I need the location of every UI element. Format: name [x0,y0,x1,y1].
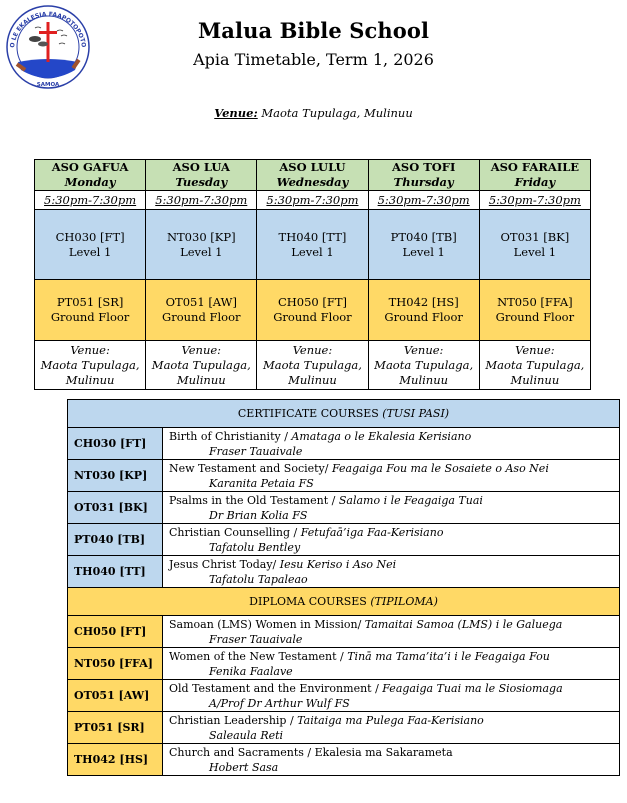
diploma-header [68,588,620,616]
day-header-cell [35,160,146,191]
level1-class-cell [479,210,590,280]
day-samoan: ASO FARAILE [490,160,580,174]
course-title-english: Jesus Christ Today/ [169,558,280,571]
day-english: Friday [514,175,556,189]
course-code: TH040 [TT] [278,229,347,244]
ground-floor-class-cell [479,280,590,341]
course-description [163,616,620,648]
course-code: TH042 [HS] [388,295,459,309]
course-row [68,524,620,556]
day-header-row [35,160,591,191]
venue-line [0,106,627,120]
course-code: OT051 [AW] [68,680,163,712]
course-code: PT051 [SR] [56,295,124,309]
course-title-english: Birth of Christianity / [169,430,292,443]
course-title-samoan: Salamo i le Feagaiga Tuai [338,494,483,507]
day-english: Monday [64,175,116,189]
course-code: PT040 [TB] [68,524,163,556]
day-samoan: ASO LULU [279,160,346,174]
day-samoan: ASO LUA [172,160,230,174]
room: Level 1 [291,244,334,259]
certificate-header [68,400,620,428]
venue-line-1: Maota Tupulaga, [262,357,362,372]
time-cell [35,191,146,210]
venue-label: Venue: [214,106,258,120]
course-title [169,492,619,508]
session-time: 5:30pm-7:30pm [377,192,470,207]
venue-value: Maota Tupulaga, Mulinuu [261,106,413,120]
lecturer-name: Fraser Tauaivale [209,445,303,458]
venue-cell [368,341,479,390]
venue-label: Venue: [181,342,222,357]
course-title-english: Church and Sacraments / Ekalesia ma Sakarameta [169,746,453,759]
day-english: Tuesday [175,175,228,189]
ground-floor-row [35,280,591,341]
certificate-header-row [68,400,620,428]
course-title [169,680,619,696]
course-title-samoan: Tamaitai Samoa (LMS) i le Galuega [364,618,563,631]
course-code: NT030 [KP] [68,460,163,492]
certificate-title-samoan: (TUSI PASI) [382,407,450,420]
day-english: Wednesday [276,175,349,189]
lecturer-name: Fenika Faalave [209,665,293,678]
day-english: Thursday [393,175,454,189]
room: Level 1 [513,244,557,259]
time-row [35,191,591,210]
course-code: PT040 [TB] [390,229,457,244]
diploma-title: DIPLOMA COURSES [249,595,367,608]
course-row [68,556,620,588]
course-code: OT031 [BK] [68,492,163,524]
ground-floor-class-cell [257,280,368,341]
diploma-header-row [68,588,620,616]
course-code: CH030 [FT] [55,229,125,244]
course-description [163,460,620,492]
course-description [163,556,620,588]
course-title-english: Christian Leadership / [169,714,298,727]
svg-text:SAMOA: SAMOA [36,82,60,88]
room: Ground Floor [162,310,241,324]
day-samoan: ASO TOFI [391,160,456,174]
session-time: 5:30pm-7:30pm [44,192,137,207]
course-description [163,524,620,556]
course-title-english: Samoan (LMS) Women in Mission/ [169,618,365,631]
time-cell [368,191,479,210]
venue-cell [146,341,257,390]
course-title [169,460,619,476]
course-title-samoan: Feagaiga Tuai ma le Siosiomaga [382,682,563,695]
lecturer-name: Hobert Sasa [209,761,279,774]
course-title-samoan: Tinā ma Tama’ita’i i le Feagaiga Fou [347,650,550,663]
lecturer-name: Tafatolu Bentley [209,541,301,554]
church-crest-logo-icon [5,4,91,90]
level1-class-cell [146,210,257,280]
course-title-english: Christian Counselling / [169,526,301,539]
course-row [68,680,620,712]
venue-line-1: Maota Tupulaga, [151,357,251,372]
weekly-timetable [34,159,591,390]
time-cell [479,191,590,210]
course-code: NT050 [FFA] [497,295,573,309]
course-code: TH042 [HS] [68,744,163,776]
time-cell [146,191,257,210]
level1-class-cell [368,210,479,280]
day-header-cell [479,160,590,191]
course-code: TH040 [TT] [68,556,163,588]
lecturer-name: Fraser Tauaivale [209,633,303,646]
course-code: NT030 [KP] [166,229,236,244]
course-title-samoan: Iesu Keriso i Aso Nei [279,558,397,571]
course-code: OT031 [BK] [500,229,570,244]
course-row [68,492,620,524]
room: Ground Floor [273,310,352,324]
course-title-samoan: Taitaiga ma Pulega Faa-Kerisiano [297,714,484,727]
venue-line-2: Mulinuu [510,372,560,387]
room: Level 1 [402,244,445,259]
lecturer-name: Dr Brian Kolia FS [209,509,308,522]
course-row [68,616,620,648]
course-title-english: Psalms in the Old Testament / [169,494,339,507]
session-time: 5:30pm-7:30pm [155,192,248,207]
day-samoan: ASO GAFUA [51,160,129,174]
level1-class-cell [35,210,146,280]
diploma-title-samoan: (TIPILOMA) [370,595,438,608]
course-description [163,492,620,524]
venue-cell [479,341,590,390]
day-header-cell [257,160,368,191]
course-description [163,648,620,680]
course-title-samoan: Feagaiga Fou ma le Sosaiete o Aso Nei [331,462,549,475]
certificate-section [68,400,620,588]
course-title [169,616,619,632]
ground-floor-class-cell [146,280,257,341]
lecturer-name: A/Prof Dr Arthur Wulf FS [209,697,350,710]
page-subtitle: Apia Timetable, Term 1, 2026 [193,50,434,69]
day-header-cell [368,160,479,191]
day-header-cell [146,160,257,191]
course-title-samoan: Amataga o le Ekalesia Kerisiano [291,430,472,443]
course-description [163,428,620,460]
room: Ground Floor [50,310,130,324]
course-row [68,712,620,744]
session-time: 5:30pm-7:30pm [266,192,359,207]
course-title [169,744,619,760]
course-code: NT050 [FFA] [68,648,163,680]
ground-floor-class-cell [35,280,146,341]
course-row [68,460,620,492]
venue-label: Venue: [292,342,333,357]
venue-line-2: Mulinuu [176,372,226,387]
room: Level 1 [180,244,223,259]
course-title [169,648,619,664]
course-row [68,428,620,460]
venue-label: Venue: [70,342,110,357]
venue-row [35,341,591,390]
course-title [169,556,619,572]
course-description [163,744,620,776]
course-title-english: Old Testament and the Environment / [169,682,383,695]
lecturer-name: Tafatolu Tapaleao [209,573,308,586]
venue-cell [35,341,146,390]
course-title-english: Women of the New Testament / [169,650,348,663]
course-title [169,428,619,444]
course-title [169,712,619,728]
venue-label: Venue: [403,342,444,357]
level1-class-cell [257,210,368,280]
course-title-english: New Testament and Society/ [169,462,332,475]
course-row [68,744,620,776]
course-title-samoan: Fetufaā’iga Faa-Kerisiano [300,526,444,539]
room: Ground Floor [384,310,463,324]
venue-line-1: Maota Tupulaga, [40,357,140,372]
course-description [163,712,620,744]
course-row [68,648,620,680]
course-code: CH050 [FT] [68,616,163,648]
page-title: Malua Bible School [197,18,430,43]
venue-line-1: Maota Tupulaga, [485,357,585,372]
course-code: OT051 [AW] [165,295,237,309]
venue-line-2: Mulinuu [288,372,337,387]
course-code: CH050 [FT] [277,295,347,309]
venue-cell [257,341,368,390]
course-title [169,524,619,540]
venue-line-1: Maota Tupulaga, [374,357,474,372]
level1-row [35,210,591,280]
school-logo [5,4,91,90]
venue-line-2: Mulinuu [65,372,115,387]
lecturer-name: Karanita Petaia FS [209,477,314,490]
course-code: PT051 [SR] [68,712,163,744]
course-list-table [67,399,620,776]
certificate-title: CERTIFICATE COURSES [237,407,379,420]
room: Level 1 [68,244,112,259]
diploma-section [68,588,620,776]
course-code: CH030 [FT] [68,428,163,460]
svg-text:O LE EKALESIA FAAPOTOPOTOGA KE: O LE EKALESIA FAAPOTOPOTO [9,10,87,49]
room: Ground Floor [495,310,575,324]
venue-label: Venue: [515,342,555,357]
session-time: 5:30pm-7:30pm [488,192,581,207]
time-cell [257,191,368,210]
lecturer-name: Saleaula Reti [209,729,284,742]
course-description [163,680,620,712]
venue-line-2: Mulinuu [399,372,449,387]
ground-floor-class-cell [368,280,479,341]
